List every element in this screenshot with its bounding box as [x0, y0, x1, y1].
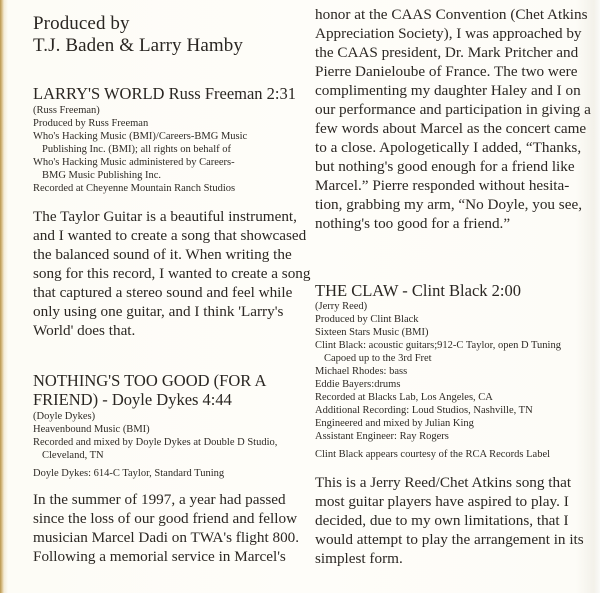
notes-line: since the loss of our good friend and fellow — [33, 510, 298, 527]
track-credits-larrys-world — [33, 104, 247, 195]
notes-line: and I wanted to create a song that showcased — [33, 227, 307, 244]
notes-line: complimenting my daughter Haley and I on — [315, 82, 581, 99]
credit-line: Doyle Dykes: 614-C Taylor, Standard Tuning — [33, 468, 225, 479]
notes-line: Pierre Danieloube of France. The two were — [315, 63, 578, 80]
track-title-nothings-too-good — [33, 371, 266, 409]
notes-line: our performance and participation in giving a — [315, 101, 591, 118]
notes-line: to a close. Apologetically I added, “Thanks, — [315, 139, 582, 156]
track-credits-the-claw — [315, 300, 561, 461]
track-notes-the-claw — [315, 473, 584, 568]
notes-line: but nothing's good enough for a friend like — [315, 158, 575, 175]
track-title-line: FRIEND) - Doyle Dykes 4:44 — [33, 390, 232, 409]
credit-line: (Doyle Dykes) — [33, 411, 96, 422]
notes-line: The Taylor Guitar is a beautiful instrument, — [33, 208, 297, 225]
notes-line: only using one guitar, and I think 'Larry's — [33, 303, 284, 320]
notes-line: would attempt to play the arrangement in its — [315, 531, 584, 548]
credit-line: Publishing Inc. (BMI); all rights on behalf of — [42, 144, 231, 155]
credit-line: (Russ Freeman) — [33, 105, 100, 116]
notes-line: song for this record, I wanted to create a song — [33, 265, 311, 282]
notes-line: World' does that. — [33, 322, 136, 339]
notes-line: Following a memorial service in Marcel's — [33, 548, 286, 565]
credit-line: Clint Black appears courtesy of the RCA Records Label — [315, 449, 551, 460]
track-title-line: THE CLAW - Clint Black 2:00 — [315, 281, 521, 300]
credit-line: BMG Music Publishing Inc. — [42, 170, 162, 181]
track-notes-nothings-too-good-continued — [315, 5, 591, 233]
credit-line: Michael Rhodes: bass — [315, 366, 408, 377]
credit-line: Cleveland, TN — [42, 450, 104, 461]
track-title-larrys-world — [33, 84, 296, 103]
credit-line: Produced by Clint Black — [315, 314, 419, 325]
credit-line: Capoed up to the 3rd Fret — [324, 353, 432, 364]
track-title-line: LARRY'S WORLD Russ Freeman 2:31 — [33, 84, 297, 103]
credit-line: Who's Hacking Music (BMI)/Careers-BMG Music — [33, 131, 248, 142]
producer-names: T.J. Baden & Larry Hamby — [33, 35, 243, 56]
notes-line: most guitar players have aspired to play. I — [315, 493, 569, 510]
notes-line: musician Marcel Dadi on TWA's flight 800. — [33, 529, 300, 546]
notes-line: the balanced sound of it. When writing the — [33, 246, 292, 263]
credit-line: Recorded at Blacks Lab, Los Angeles, CA — [315, 392, 493, 403]
notes-line: honor at the CAAS Convention (Chet Atkins — [315, 6, 588, 23]
notes-line: the CAAS president, Dr. Mark Pritcher and — [315, 44, 579, 61]
notes-line: decided, due to my own limitations, that I — [315, 512, 569, 529]
track-notes-nothings-too-good — [33, 490, 299, 566]
notes-line: Marcel.” Pierre responded without hesita- — [315, 177, 570, 194]
notes-line: This is a Jerry Reed/Chet Atkins song that — [315, 474, 572, 491]
notes-line: In the summer of 1997, a year had passed — [33, 491, 286, 508]
credit-line: Eddie Bayers:drums — [315, 379, 401, 390]
notes-line: that captured a stereo sound and feel while — [33, 284, 293, 301]
notes-line: Appreciation Society), I was approached by — [315, 25, 582, 42]
notes-line: simplest form. — [315, 550, 403, 567]
credit-line: Heavenbound Music (BMI) — [33, 424, 150, 435]
track-credits-nothings-too-good — [33, 410, 277, 480]
credit-line: Recorded at Cheyenne Mountain Ranch Studios — [33, 183, 236, 194]
track-title-line: NOTHING'S TOO GOOD (FOR A — [33, 371, 267, 390]
credit-line: Engineered and mixed by Julian King — [315, 418, 474, 429]
credit-line: Additional Recording: Loud Studios, Nashville, TN — [315, 405, 533, 416]
credit-line: Recorded and mixed by Doyle Dykes at Double D Studio, — [33, 437, 278, 448]
track-title-the-claw — [315, 281, 521, 300]
notes-line: nothing's too good for a friend.” — [315, 215, 511, 232]
credit-line: Assistant Engineer: Ray Rogers — [315, 431, 449, 442]
producer-heading: Produced by — [33, 13, 130, 34]
track-notes-larrys-world — [33, 207, 311, 340]
notes-line: few words about Marcel as the concert came — [315, 120, 587, 137]
producer-credit — [33, 13, 243, 57]
credit-line: Produced by Russ Freeman — [33, 118, 149, 129]
credit-line: (Jerry Reed) — [315, 301, 368, 312]
notes-line: tion, grabbing my arm, “No Doyle, you see, — [315, 196, 582, 213]
credit-line: Clint Black: acoustic guitars;912-C Taylor, open D Tuning — [315, 340, 561, 351]
credit-line: Who's Hacking Music administered by Careers- — [33, 157, 235, 168]
credit-line: Sixteen Stars Music (BMI) — [315, 327, 429, 338]
